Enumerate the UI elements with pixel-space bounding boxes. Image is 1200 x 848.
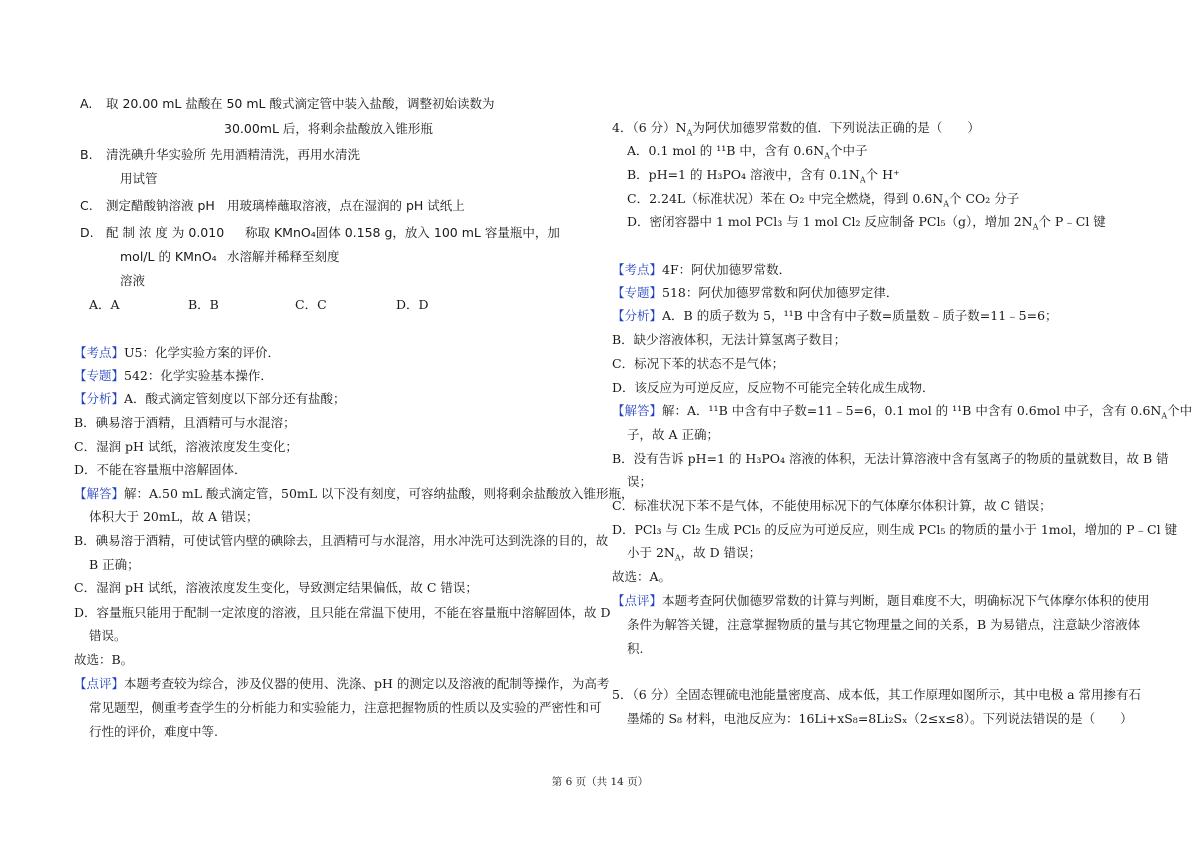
q3-zhuanti: 【专题】542：化学实验基本操作． xyxy=(74,368,273,383)
q5-stem-2: 墨烯的 S₈ 材料，电池反应为：16Li+xS₈=8Li₂Sₓ（2≤x≤8）。下列说法错误的是（ ） xyxy=(627,711,1133,726)
q3-opt-c-label: C. xyxy=(80,198,93,213)
q4-opt-a: A．0.1 mol 的 ¹¹B 中，含有 $0.6N_A$个中子 xyxy=(627,143,868,161)
q4-jieda-a2: 子，故 A 正确； xyxy=(627,427,719,442)
q3-fenxi-d: D．不能在容量瓶中溶解固体． xyxy=(74,462,247,477)
q4-opt-b: B．pH=1 的 H₃PO₄ 溶液中，含有 $0.1N_A$个 H⁺ xyxy=(627,167,900,185)
q4-fenxi-c: C．标况下苯的状态不是气体； xyxy=(612,356,785,371)
q3-opt-b-col2: 先用酒精清洗，再用水清洗 xyxy=(210,147,361,162)
q3-opt-a-label: A. xyxy=(80,96,93,111)
q3-jieda-c: C．湿润 pH 试纸，溶液浓度发生变化，导致测定结果偏低，故 C 错误； xyxy=(74,580,478,595)
q3-opt-d-cont2: 水溶解并稀释至刻度 xyxy=(227,249,340,264)
q3-choice-c: C．C xyxy=(295,297,327,312)
q4-jieda-d2: 小于 $2N_A$，故 D 错误； xyxy=(627,545,762,563)
q3-fenxi: 【分析】A．酸式滴定管刻度以下部分还有盐酸； xyxy=(74,391,346,406)
q3-opt-b-cont: 用试管 xyxy=(120,171,158,186)
q4-dianping-3: 积. xyxy=(627,641,644,656)
q3-choice-d: D．D xyxy=(396,297,429,312)
q3-choice-a: A．A xyxy=(89,297,120,312)
q3-opt-b-label: B. xyxy=(80,147,93,162)
q3-opt-c-col2: 用玻璃棒蘸取溶液，点在湿润的 pH 试纸上 xyxy=(227,198,465,213)
q3-jieda-b2: B 正确； xyxy=(89,557,140,572)
q4-dianping-2: 条件为解答关键，注意掌握物质的量与其它物理量之间的关系，B 为易错点，注意缺少溶液体 xyxy=(627,617,1141,632)
q3-jieda: 【解答】解：A.50 mL 酸式滴定管，50mL 以下没有刻度，可容纳盐酸，则将剩余盐酸放入锥形瓶， xyxy=(74,486,634,501)
q3-dianping-3: 行性的评价，难度中等. xyxy=(89,724,218,739)
q4-fenxi-b: B．缺少溶液体积，无法计算氢离子数目； xyxy=(612,332,847,347)
q3-jieda-d1: D．容量瓶只能用于配制一定浓度的溶液，且只能在常温下使用，不能在容量瓶中溶解固体，故 D xyxy=(74,605,611,620)
q3-dianping-2: 常见题型，侧重考查学生的分析能力和实验能力，注意把握物质的性质以及实验的严密性和可 xyxy=(89,700,602,715)
q3-opt-b-col1: 清洗碘升华实验所 xyxy=(106,147,207,162)
q5-stem-1: 5．（6 分）全固态锂硫电池能量密度高、成本低，其工作原理如图所示，其中电极 a 常用掺有石 xyxy=(612,687,1142,702)
q3-fenxi-c: C．湿润 pH 试纸，溶液浓度发生变化； xyxy=(74,439,298,454)
q4-stem: 4．（6 分）$N_A$为阿伏加德罗常数的值．下列说法正确的是（ ） xyxy=(612,120,980,138)
q3-opt-a-cont: 30.00mL 后，将剩余盐酸放入锥形瓶 xyxy=(224,121,433,136)
q3-opt-d-cont3: 溶液 xyxy=(120,273,146,288)
q4-dianping: 【点评】本题考查阿伏伽德罗常数的计算与判断，题目难度不大，明确标况下气体摩尔体积的使用 xyxy=(612,593,1150,608)
q4-kaodian: 【考点】4F：阿伏加德罗常数． xyxy=(612,262,792,277)
q4-opt-c: C．2.24L（标准状况）苯在 O₂ 中完全燃烧，得到 $0.6N_A$个 CO₂ 分子 xyxy=(627,191,1020,209)
q4-jieda-d1: D．PCl₃ 与 Cl₂ 生成 PCl₅ 的反应为可逆反应，则生成 PCl₅ 的物质的量小于 1mol，增加的 P﹣Cl 键 xyxy=(612,522,1178,537)
q3-opt-a-col2: 在 50 mL 酸式滴定管中装入盐酸，调整初始读数为 xyxy=(210,96,495,111)
q3-jieda-b1: B．碘易溶于酒精，可使试管内壁的碘除去，且酒精可与水混溶，用水冲洗可达到洗涤的目的，故 xyxy=(74,533,609,548)
q3-dianping: 【点评】本题考查较为综合，涉及仪器的使用、洗涤、pH 的测定以及溶液的配制等操作，为高考 xyxy=(74,676,610,691)
q3-opt-d-label: D. xyxy=(80,225,94,240)
q4-jieda: 【解答】解：A．¹¹B 中含有中子数=11﹣5=6，0.1 mol 的 ¹¹B 中含有 0.6mol 中子，含有 $0.6N_A$个中 xyxy=(612,403,1193,421)
q4-jieda-c: C．标准状况下苯不是气体，不能使用标况下的气体摩尔体积计算，故 C 错误； xyxy=(612,498,1052,513)
q3-fenxi-b: B．碘易溶于酒精，且酒精可与水混溶； xyxy=(74,415,296,430)
q4-jieda-b1: B．没有告诉 pH=1 的 H₃PO₄ 溶液的体积，无法计算溶液中含有氢离子的物质的量就数目，故 B 错 xyxy=(612,451,1169,466)
q3-jieda-d2: 错误。 xyxy=(89,628,127,643)
q3-opt-c-col1: 测定醋酸钠溶液 pH xyxy=(106,198,215,213)
q3-choice-b: B．B xyxy=(188,297,219,312)
q4-zhuanti: 【专题】518：阿伏加德罗常数和阿伏加德罗定律． xyxy=(612,285,899,300)
q3-jieda-a2: 体积大于 20mL，故 A 错误； xyxy=(89,509,259,524)
q4-fenxi-d: D．该反应为可逆反应，反应物不可能完全转化成生成物． xyxy=(612,380,935,395)
q3-answer: 故选：B。 xyxy=(74,652,134,667)
q3-opt-a-col1: 取 20.00 mL 盐酸 xyxy=(106,96,211,111)
q4-jieda-b2: 误； xyxy=(627,474,653,489)
q3-opt-d-cont1: mol/L 的 KMnO₄ xyxy=(120,249,217,264)
q4-answer: 故选：A。 xyxy=(612,569,672,584)
page-footer: 第 6 页（共 14 页） xyxy=(551,776,649,788)
q4-fenxi: 【分析】A．B 的质子数为 5，¹¹B 中含有中子数=质量数﹣质子数=11﹣5=6； xyxy=(612,308,1058,323)
q3-kaodian: 【考点】U5：化学实验方案的评价． xyxy=(74,345,281,360)
q3-opt-d-col1: 配 制 浓 度 为 0.010 xyxy=(106,225,225,240)
q4-opt-d: D．密闭容器中 1 mol PCl₃ 与 1 mol Cl₂ 反应制备 PCl₅（g），增加 $2N_A$个 P﹣Cl 键 xyxy=(627,214,1106,232)
q3-opt-d-col2: 称取 KMnO₄固体 0.158 g，放入 100 mL 容量瓶中，加 xyxy=(245,225,560,240)
